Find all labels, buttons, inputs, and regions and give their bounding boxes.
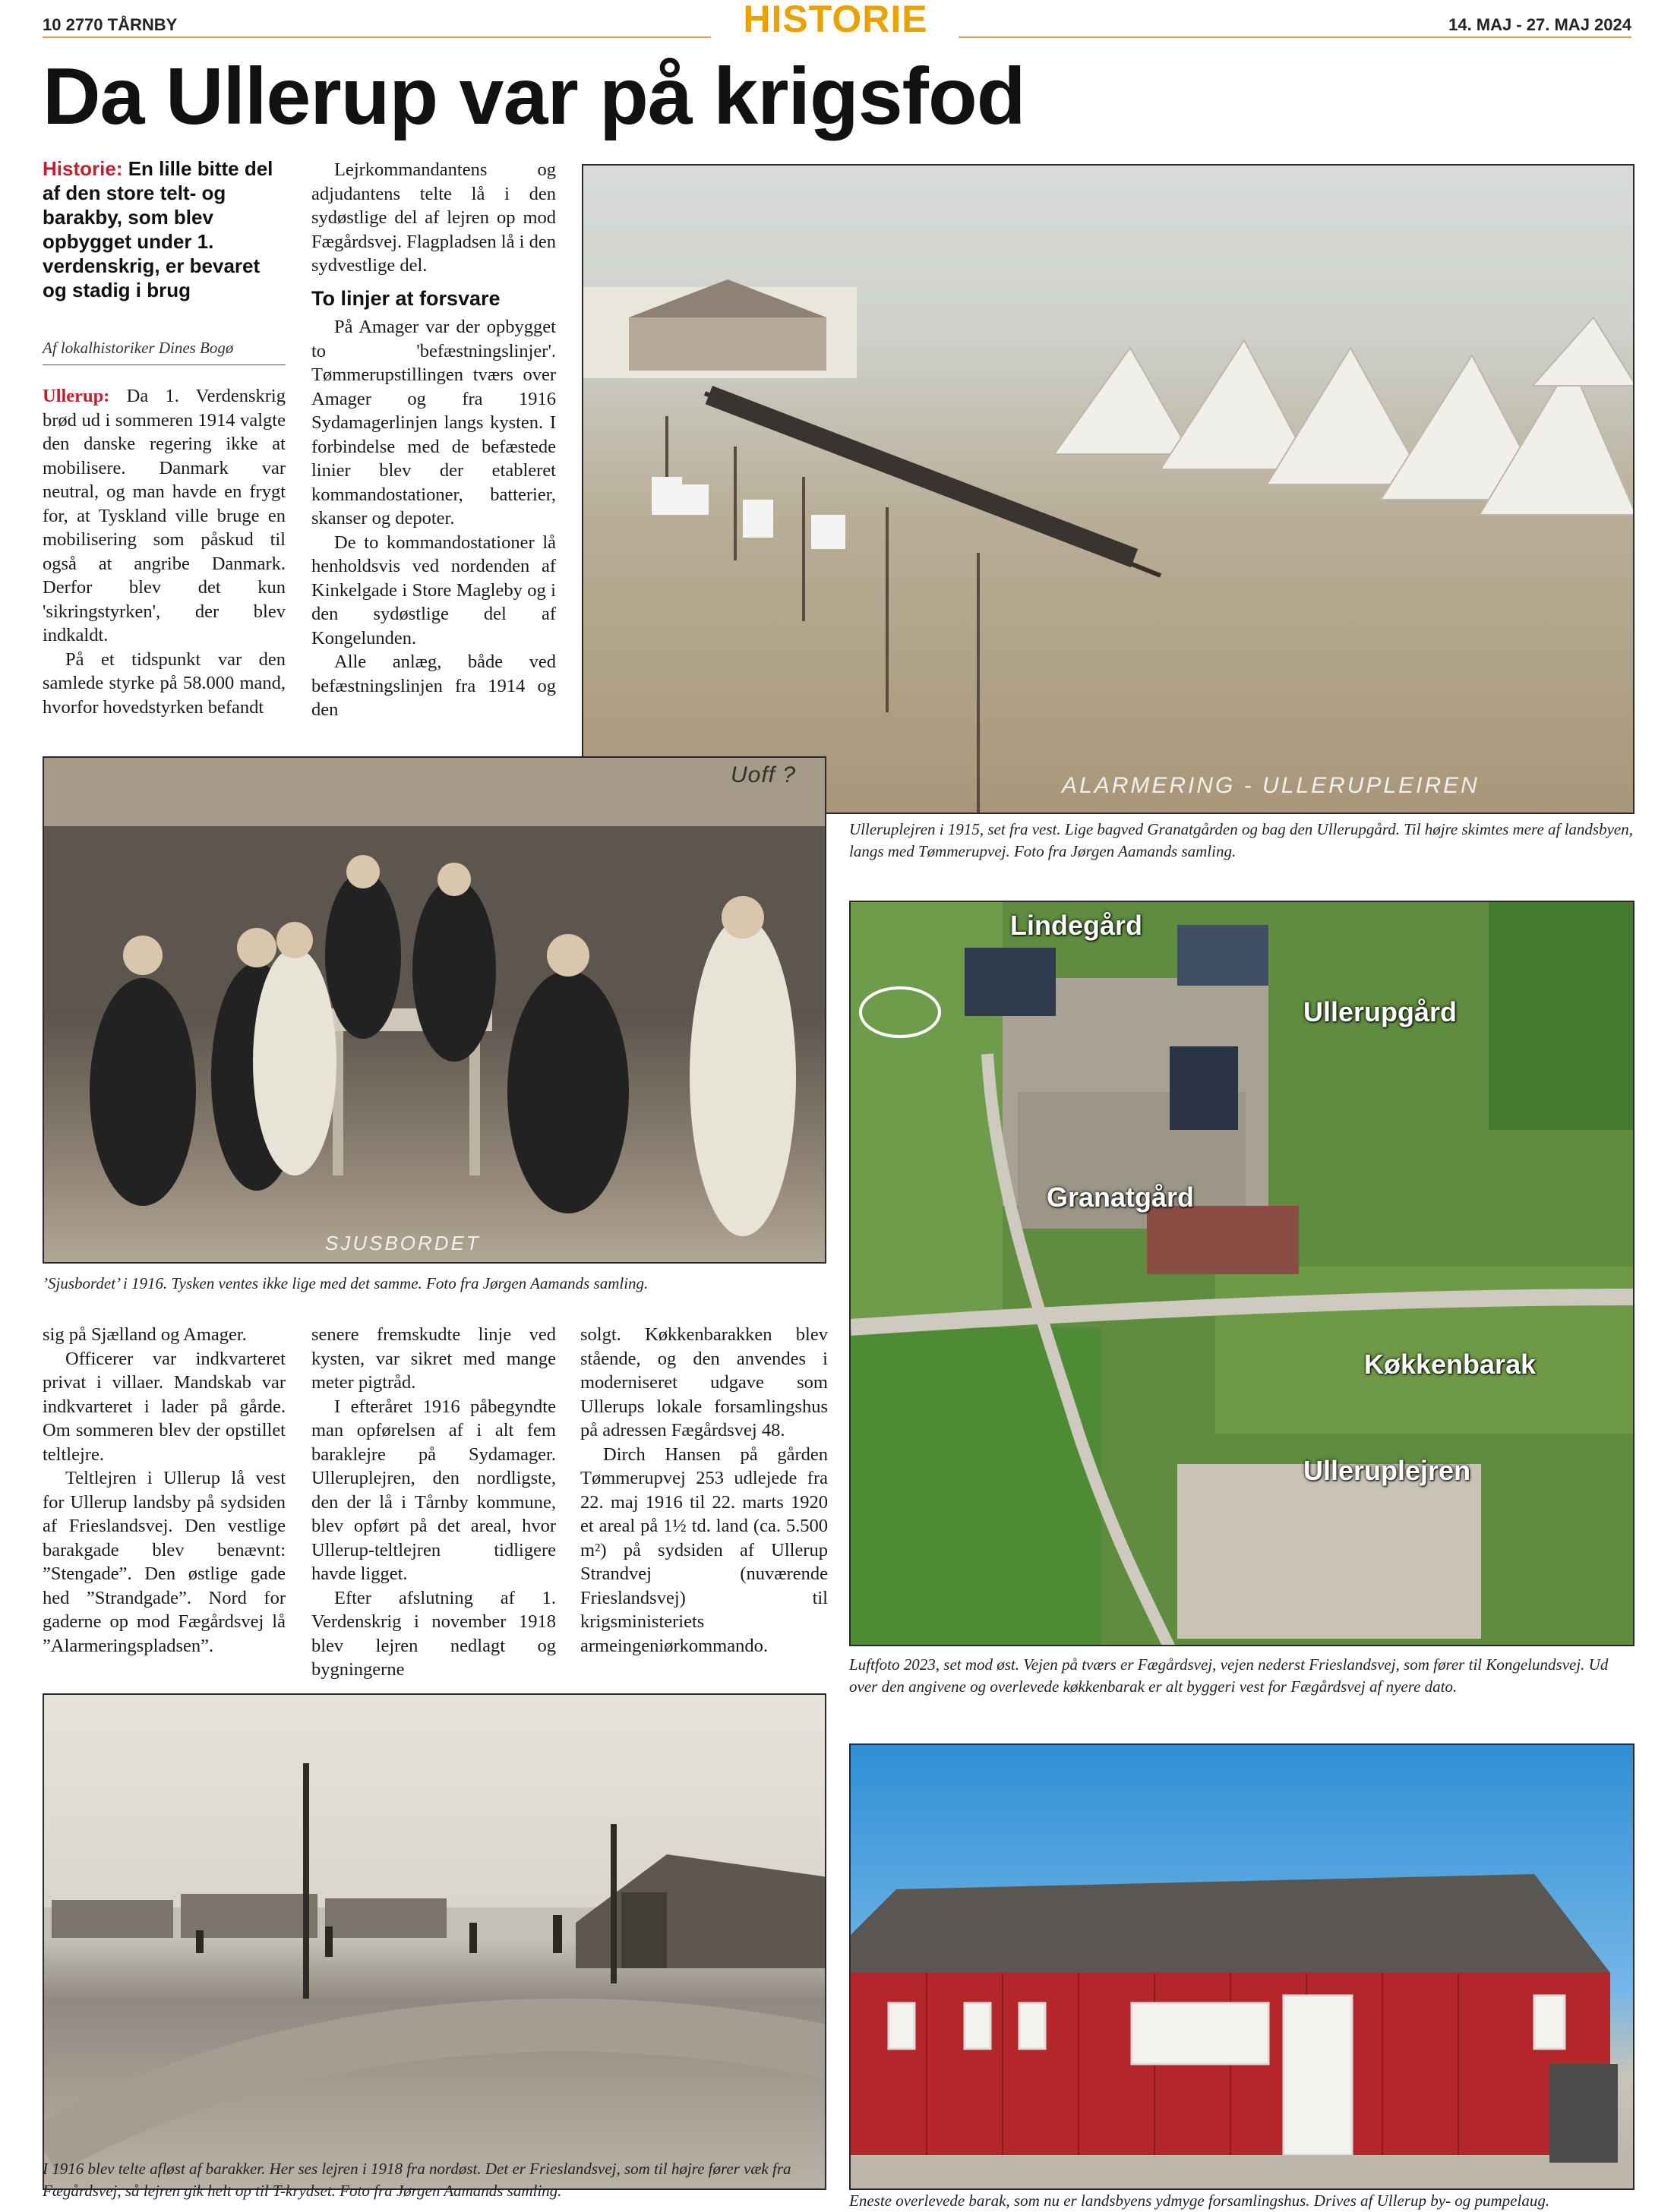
photo-inscription: ALARMERING - ULLERUPLEIREN bbox=[1062, 773, 1480, 798]
aerial-label-lindegaard: Lindegård bbox=[1010, 910, 1143, 941]
aerial-map-illustration bbox=[851, 902, 1635, 1646]
byline: Af lokalhistoriker Dines Bogø bbox=[43, 339, 234, 357]
article-column-4 bbox=[311, 1323, 556, 1682]
aerial-label-ulleruplejren: Ulleruplejren bbox=[1303, 1455, 1471, 1486]
article-column-5 bbox=[580, 1323, 828, 1658]
dateline-place: Ullerup: bbox=[43, 386, 110, 406]
barracks-illustration bbox=[44, 1695, 826, 2190]
soldiers-illustration bbox=[44, 758, 826, 1264]
col2-paragraph-2: På Amager var der opbygget to 'befæstningslinjer'. Tømmerupstillingen tværs over Amager og fra 1916 Sydamagerlinjen langs kysten. I forbindelse med de befæstede linier blev der etableret kommandostationer, batterier, skanser og depoter. bbox=[311, 317, 556, 529]
aerial-label-koekkenbarak: Køkkenbarak bbox=[1364, 1349, 1537, 1380]
article-column-2 bbox=[311, 158, 556, 722]
header-rule-right bbox=[959, 36, 1631, 38]
col1-paragraph-2: På et tidspunkt var den samlede styrke på 58.000 mand, hvorfor hovedstyrken befandt bbox=[43, 648, 286, 718]
caption-barracks-1918: I 1916 blev telte afløst af barakker. Her ses lejren i 1918 fra nordøst. Det er Frieslandsvej, som til højre fører væk fra Fægårdsvej, så lejren gik helt op til T-krydset. Foto fra Jørgen Aamands samling. bbox=[43, 2160, 791, 2200]
caption-aerial: Luftfoto 2023, set mod øst. Vejen på tværs er Fægårdsvej, vejen nederst Frieslandsvej, som fører til Kongelundsvej. Ud over den angivene og overlevede køkkenbarak er alt byggeri vest for Fægårdsvej af nyere dato. bbox=[849, 1655, 1609, 1696]
tent-camp-illustration bbox=[583, 166, 1635, 814]
col3-paragraph-2: Officerer var indkvarteret privat i villaer. Mandskab var indkvarteret i lader på gårde. Om sommeren blev der opstillet teltlejre. bbox=[43, 1348, 286, 1465]
photo-sjusbordet bbox=[43, 756, 826, 1264]
col1-text-1: Da 1. Verdenskrig brød ud i sommeren 1914 valgte den danske regering ikke at mobilisere. Danmark var neutral, og man havde en frygt for, at Tyskland ville bruge en mobilisering som påskud til også at angribe Danmark. Derfor blev det kun 'sikringstyrken', der blev indkaldt. bbox=[43, 386, 286, 645]
aerial-label-ullerupgaard: Ullerupgård bbox=[1303, 996, 1458, 1027]
page-number-label: 10 2770 TÅRNBY bbox=[43, 15, 178, 34]
col5-paragraph-1: solgt. Køkkenbarakken blev stående, og den anvendes i moderniseret udgave som Ullerups lokale forsamlingshus på adressen Fægårdsvej 48. bbox=[580, 1324, 828, 1440]
col2-paragraph-1: Lejrkommandantens og adjudantens telte lå i den sydøstlige del af lejren op mod Fægårdsvej. Flagpladsen lå i den sydvestlige del. bbox=[311, 159, 556, 276]
col4-paragraph-3: Efter afslutning af 1. Verdenskrig i november 1918 blev lejren nedlagt og bygningerne bbox=[311, 1587, 556, 1680]
issue-date: 14. MAJ - 27. MAJ 2024 bbox=[1448, 15, 1631, 34]
caption-red-barrack: Eneste overlevede barak, som nu er landsbyens ydmyge forsamlingshus. Drives af Ullerup by- og pumpelaug. bbox=[849, 2191, 1550, 2210]
lead-paragraph bbox=[43, 156, 286, 302]
caption-sjusbordet: ’Sjusbordet’ i 1916. Tysken ventes ikke lige med det samme. Foto fra Jørgen Aamands samling. bbox=[43, 1274, 649, 1292]
section-title: HISTORIE bbox=[743, 0, 928, 40]
red-barrack-illustration bbox=[851, 1745, 1635, 2190]
col4-paragraph-2: I efteråret 1916 påbegyndte man opførelsen af i alt fem baraklejre på Sydamager. Ulleruplejren, den nordligste, den der lå i Tårnby kommune, blev opført på det areal, hvor Ullerup-teltlejren tidligere havde ligget. bbox=[311, 1396, 556, 1584]
col3-paragraph-3: Teltlejren i Ullerup lå vest for Ullerup landsby på sydsiden af Frieslandsvej. Den vestlige barakgade blev benævnt: ”Stengade”. Den østlige gade hed ”Strandgade”. Nord for gaderne op mod Fægårdsvej lå ”Alarmeringspladsen”. bbox=[43, 1468, 286, 1656]
subheading: To linjer at forsvare bbox=[311, 286, 501, 310]
col3-paragraph-1: sig på Sjælland og Amager. bbox=[43, 1324, 247, 1345]
byline-rule bbox=[43, 364, 286, 365]
caption-camp-1915: Ulleruplejren i 1915, set fra vest. Lige bagved Granatgården og bag den Ullerupgård. Til højre skimtes mere af landsbyen, langs med Tømmerupvej. Foto fra Jørgen Aamands samling. bbox=[849, 820, 1633, 860]
col4-paragraph-1: senere fremskudte linje ved kysten, var sikret med mange meter pigtråd. bbox=[311, 1324, 556, 1393]
photo-red-barrack bbox=[849, 1743, 1635, 2190]
photo-barracks-1918 bbox=[43, 1693, 826, 2190]
headline: Da Ullerup var på krigsfod bbox=[43, 52, 1025, 141]
lead-kicker: Historie: bbox=[43, 157, 123, 180]
article-column-3 bbox=[43, 1323, 286, 1658]
col5-paragraph-2: Dirch Hansen på gården Tømmerupvej 253 udlejede fra 22. maj 1916 til 22. marts 1920 et areal på 1½ td. land (ca. 5.500 m²) på sydsiden af Ullerup Strandvej (nuværende Frieslandsvej) til krigsministeriets armeingeniørkommando. bbox=[580, 1444, 828, 1656]
col1-paragraph-1 bbox=[43, 384, 286, 648]
photo-camp-1915 bbox=[582, 164, 1635, 814]
handwritten-note: Uoff ? bbox=[731, 762, 797, 787]
photo-aerial-2023 bbox=[849, 901, 1635, 1646]
col2-paragraph-4: Alle anlæg, både ved befæstningslinjen fra 1914 og den bbox=[311, 652, 556, 720]
header-rule-left bbox=[43, 36, 711, 38]
col2-paragraph-3: De to kommandostationer lå henholdsvis ved nordenden af Kinkelgade i Store Magleby og i den sydøstlige del af Kongelunden. bbox=[311, 532, 556, 648]
lead-text: En lille bitte del af den store telt- og barakby, som blev opbygget under 1. verdenskrig, er bevaret og stadig i brug bbox=[43, 157, 273, 301]
photo-inscription: SJUSBORDET bbox=[325, 1232, 481, 1254]
article-column-1 bbox=[43, 384, 286, 719]
aerial-label-granatgaard: Granatgård bbox=[1047, 1182, 1195, 1213]
